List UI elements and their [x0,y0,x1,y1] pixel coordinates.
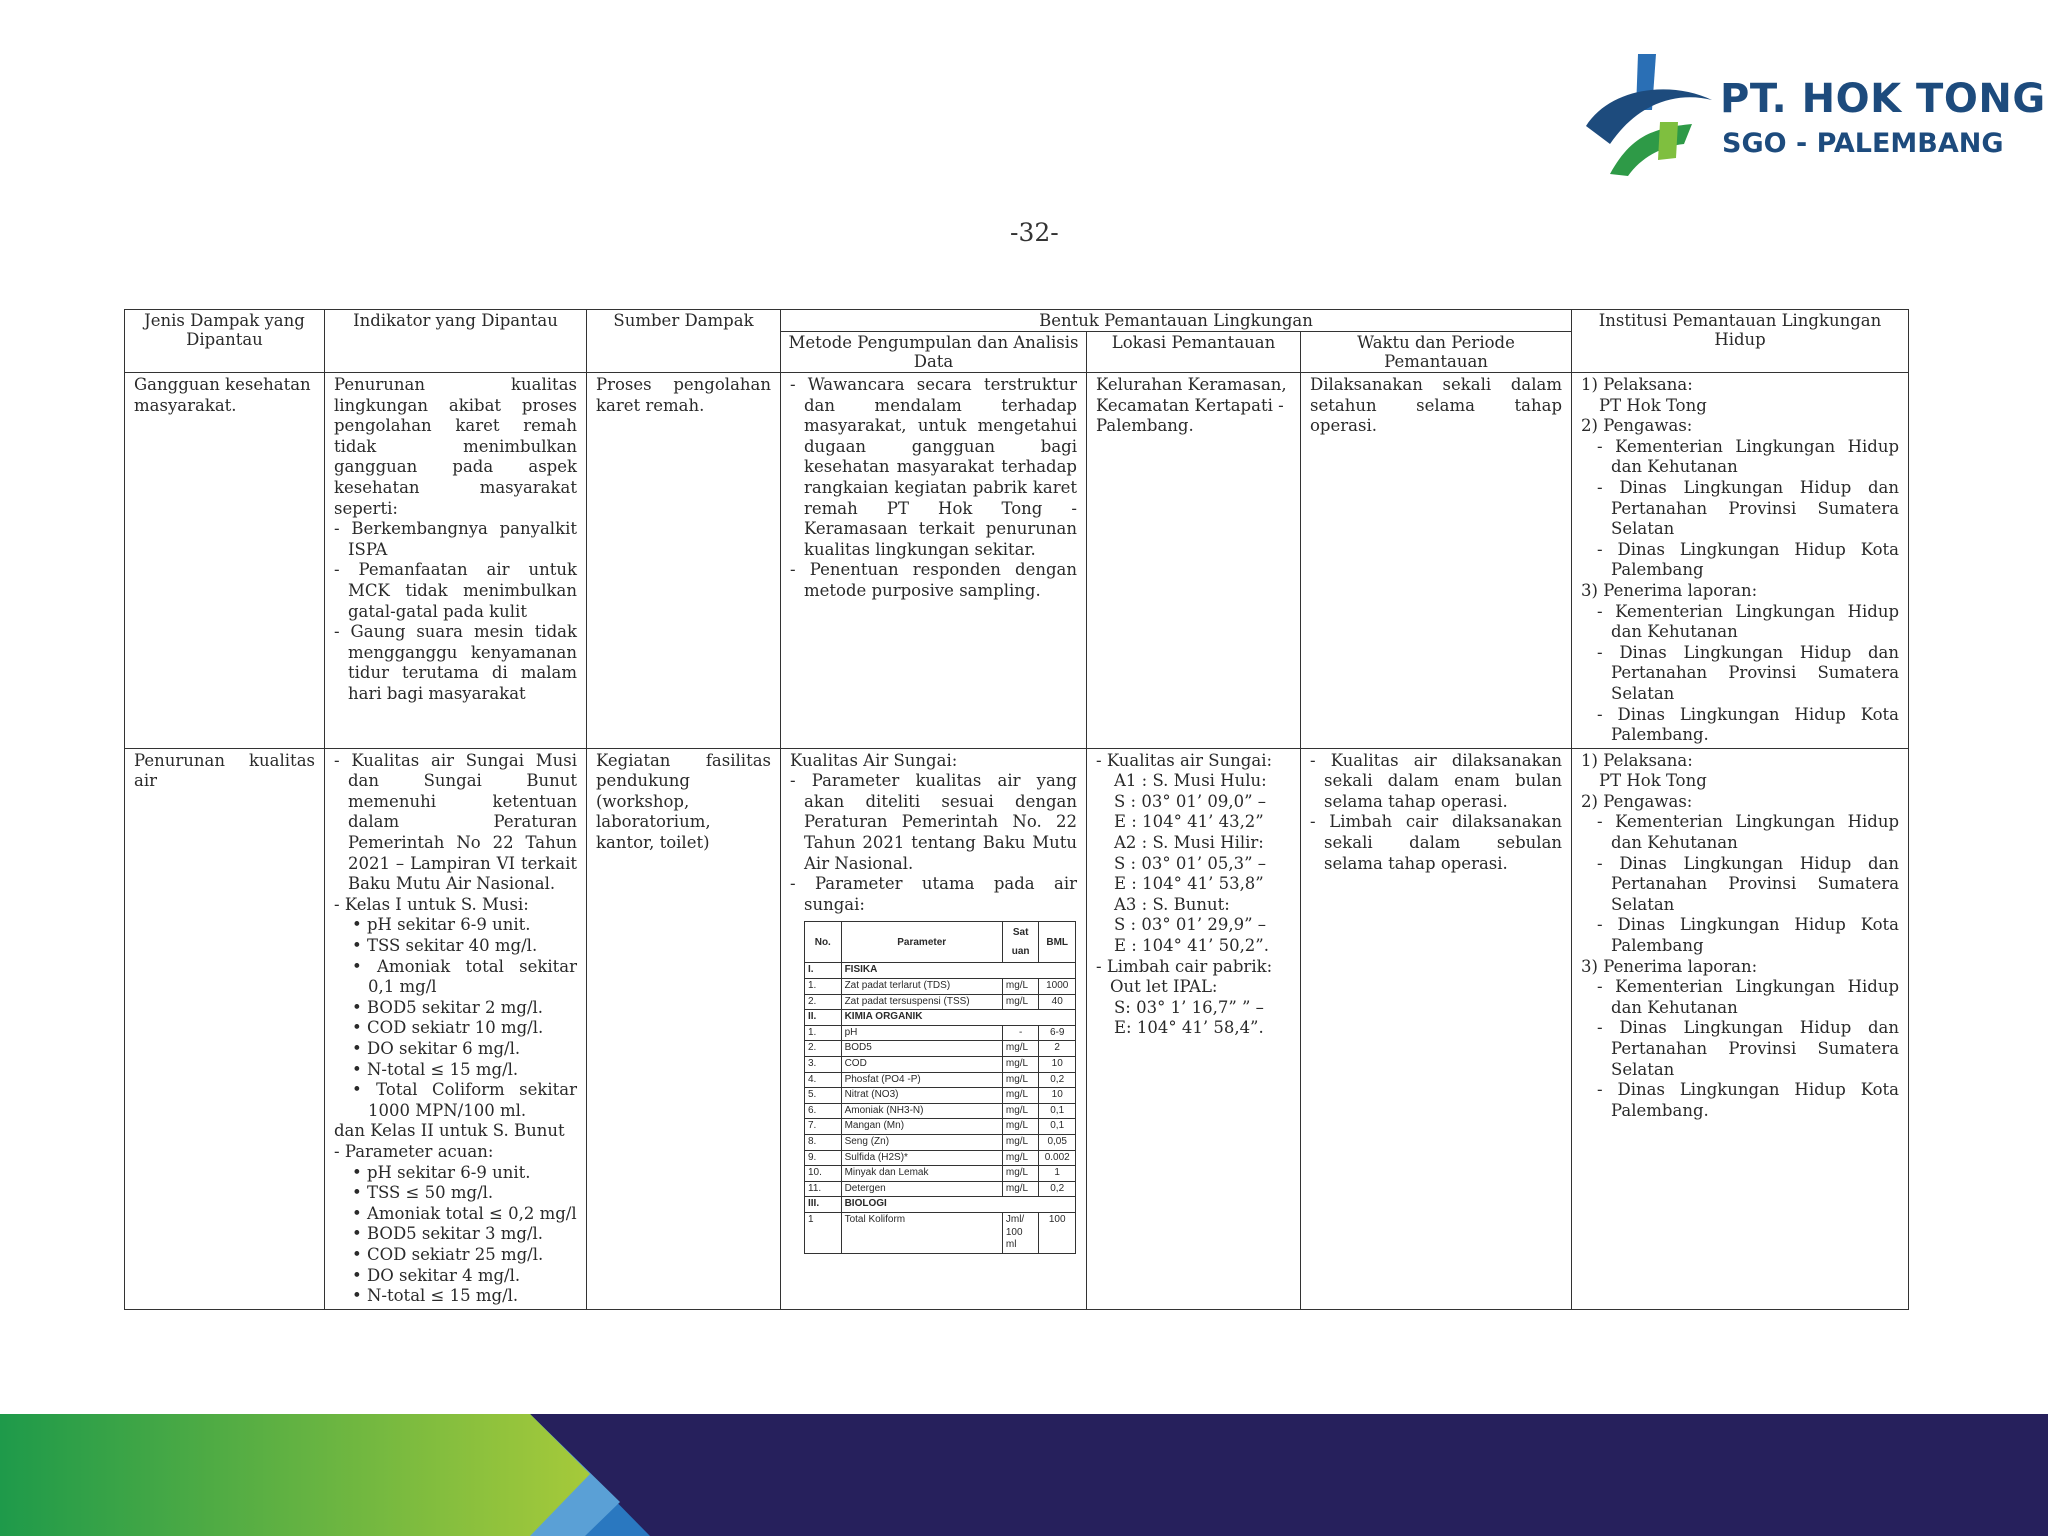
cell-param: BOD5 [841,1041,1002,1057]
monitoring-table [124,309,1909,1310]
cell-sat: mg/L [1002,1166,1039,1182]
pelaksana-label: 1) Pelaksana: [1581,375,1693,394]
lokasi-line: S : 03° 01’ 05,3” – [1114,853,1266,873]
cell-no: 1 [805,1212,842,1253]
table-row [805,1041,1076,1057]
cell-no: 4. [805,1072,842,1088]
list-item: - Dinas Lingkungan Hidup Kota Palembang. [1581,705,1899,746]
list-item: - Gaung suara mesin tidak mengganggu kenyamanan tidur terutama di malam hari bagi masyarakat [334,622,577,704]
param-header-bml: BML [1039,922,1076,963]
cell-param: Zat padat terlarut (TDS) [841,979,1002,995]
list-item: - Kualitas air dilaksanakan sekali dalam enam bulan selama tahap operasi. [1310,751,1562,813]
cell-bml: 10 [1039,1057,1076,1073]
header-row-1 [125,310,1909,332]
row1-lokasi: Kelurahan Keramasan, Kecamatan Kertapati - Palembang. [1087,373,1301,749]
table-row [805,1025,1076,1041]
cell-bml: 0,1 [1039,1103,1076,1119]
list-item: • pH sekitar 6-9 unit. [352,915,577,936]
table-row [125,748,1909,1309]
table-row [805,1166,1076,1182]
cell-bml: 1000 [1039,979,1076,995]
cell-sat: mg/L [1002,1041,1039,1057]
list-item: - Dinas Lingkungan Hidup Kota Palembang [1581,540,1899,581]
cell-param: Seng (Zn) [841,1134,1002,1150]
cell-bml: 0.002 [1039,1150,1076,1166]
lokasi-line: S: 03° 1’ 16,7” ” – [1114,997,1264,1017]
header-institusi: Institusi Pemantauan Lingkungan Hidup [1572,310,1909,373]
table-row [805,1119,1076,1135]
section-no: III. [805,1197,842,1213]
row1-jenis: Gangguan kesehatan masyarakat. [125,373,325,749]
cell-sat: - [1002,1025,1039,1041]
lokasi-line: S : 03° 01’ 09,0” – [1114,791,1266,811]
list-item: • TSS ≤ 50 mg/l. [352,1183,577,1204]
kelas2-line: dan Kelas II untuk S. Bunut [334,1121,565,1141]
cell-param: Detergen [841,1181,1002,1197]
param-header-sat: Sat uan [1002,922,1039,963]
row1-institusi [1572,373,1909,749]
page-number: -32- [1010,218,1059,247]
header-lokasi: Lokasi Pemantauan [1087,332,1301,373]
pengawas-label: 2) Pengawas: [1581,416,1693,436]
table-row [125,373,1909,749]
section-name: BIOLOGI [841,1197,1075,1213]
table-row [805,1212,1076,1253]
cell-no: 11. [805,1181,842,1197]
section-no: II. [805,1010,842,1026]
cell-no: 2. [805,1041,842,1057]
cell-no: 8. [805,1134,842,1150]
table-row [805,1103,1076,1119]
list-item: - Limbah cair dilaksanakan sekali dalam sebulan selama tahap operasi. [1310,812,1562,874]
list-item: • Total Coliform sekitar 1000 MPN/100 ml. [352,1080,577,1121]
row2-jenis: Penurunan kualitas air [125,748,325,1309]
cell-bml: 1 [1039,1166,1076,1182]
list-item: - Limbah cair pabrik: Out let IPAL: [1096,957,1291,998]
cell-bml: 2 [1039,1041,1076,1057]
list-item: - Kualitas air Sungai: [1096,751,1291,772]
table-row [805,1088,1076,1104]
list-item: - Kementerian Lingkungan Hidup dan Kehutanan [1581,977,1899,1018]
row1-metode [781,373,1087,749]
lokasi-line: A3 : S. Bunut: [1114,894,1230,914]
row1-waktu: Dilaksanakan sekali dalam setahun selama tahap operasi. [1301,373,1572,749]
table-row [805,1072,1076,1088]
cell-sat: mg/L [1002,1088,1039,1104]
list-item: • Amoniak total sekitar 0,1 mg/l [352,957,577,998]
list-item: - Pemanfaatan air untuk MCK tidak menimbulkan gatal-gatal pada kulit [334,560,577,622]
list-item: • pH sekitar 6-9 unit. [352,1163,577,1184]
cell-bml: 6-9 [1039,1025,1076,1041]
table-row [805,994,1076,1010]
list-item: • BOD5 sekitar 2 mg/l. [352,998,577,1019]
cell-no: 3. [805,1057,842,1073]
row2-sumber: Kegiatan fasilitas pendukung (workshop, laboratorium, kantor, toilet) [587,748,781,1309]
cell-param: COD [841,1057,1002,1073]
cell-bml: 10 [1039,1088,1076,1104]
list-item: • N-total ≤ 15 mg/l. [352,1060,577,1081]
cell-bml: 0,1 [1039,1119,1076,1135]
list-item: - Berkembangnya panyalkit ISPA [334,519,577,560]
list-item: • COD sekiatr 25 mg/l. [352,1245,577,1266]
company-logo [1580,48,2046,178]
cell-param: Total Koliform [841,1212,1002,1253]
table-row [805,963,1076,979]
list-item: - Parameter kualitas air yang akan diteliti sesuai dengan Peraturan Pemerintah No. 22 Tahun 2021 tentang Baku Mutu Air Nasional. [790,771,1077,874]
cell-no: 7. [805,1119,842,1135]
table-row [805,1181,1076,1197]
list-item: - Dinas Lingkungan Hidup dan Pertanahan Provinsi Sumatera Selatan [1581,1018,1899,1080]
param-header-no: No. [805,922,842,963]
header-bentuk: Bentuk Pemantauan Lingkungan [781,310,1572,332]
lokasi-line: E: 104° 41’ 58,4”. [1114,1018,1264,1038]
row2-waktu [1301,748,1572,1309]
table-row [805,1150,1076,1166]
list-item: • TSS sekitar 40 mg/l. [352,936,577,957]
metode-title: Kualitas Air Sungai: [790,750,958,770]
footer-green-gradient [0,1414,590,1536]
table-row [805,979,1076,995]
cell-no: 6. [805,1103,842,1119]
list-item: - Kementerian Lingkungan Hidup dan Kehutanan [1581,812,1899,853]
cell-no: 9. [805,1150,842,1166]
table-row [805,1197,1076,1213]
logo-company-name: PT. HOK TONG [1720,76,2046,122]
list-item: - Penentuan responden dengan metode purposive sampling. [790,560,1077,601]
row1-indikator-intro: Penurunan kualitas lingkungan akibat proses pengolahan karet remah tidak menimbulkan gangguan pada aspek kesehatan masyarakat seperti: [334,375,577,518]
list-item: - Dinas Lingkungan Hidup dan Pertanahan Provinsi Sumatera Selatan [1581,854,1899,916]
list-item: - Kementerian Lingkungan Hidup dan Kehutanan [1581,437,1899,478]
cell-param: Sulfida (H2S)* [841,1150,1002,1166]
cell-no: 1. [805,1025,842,1041]
list-item: • N-total ≤ 15 mg/l. [352,1286,577,1307]
cell-sat: mg/L [1002,1134,1039,1150]
cell-no: 1. [805,979,842,995]
cell-no: 5. [805,1088,842,1104]
list-item: - Kualitas air Sungai Musi dan Sungai Bunut memenuhi ketentuan dalam Peraturan Pemerintah No 22 Tahun 2021 – Lampiran VI terkait Baku Mutu Air Nasional. [334,751,577,895]
cell-bml: 0,05 [1039,1134,1076,1150]
pelaksana-value: PT Hok Tong [1599,771,1707,791]
lokasi-line: E : 104° 41’ 43,2” [1114,812,1264,832]
lokasi-line: A2 : S. Musi Hilir: [1114,833,1264,853]
section-name: KIMIA ORGANIK [841,1010,1075,1026]
cell-bml: 0,2 [1039,1181,1076,1197]
cell-no: 10. [805,1166,842,1182]
cell-param: Minyak dan Lemak [841,1166,1002,1182]
cell-sat: Jml/ 100 ml [1002,1212,1039,1253]
lokasi-line: E : 104° 41’ 50,2”. [1114,936,1269,956]
cell-sat: mg/L [1002,1150,1039,1166]
cell-bml: 40 [1039,994,1076,1010]
list-item: • BOD5 sekitar 3 mg/l. [352,1224,577,1245]
cell-param: Amoniak (NH3-N) [841,1103,1002,1119]
cell-sat: mg/L [1002,994,1039,1010]
lokasi-line: E : 104° 41’ 53,8” [1114,874,1264,894]
list-item: • Amoniak total ≤ 0,2 mg/l [352,1204,577,1225]
cell-sat: mg/L [1002,1072,1039,1088]
cell-no: 2. [805,994,842,1010]
list-item: - Dinas Lingkungan Hidup Kota Palembang [1581,915,1899,956]
cell-sat: mg/L [1002,1103,1039,1119]
cell-sat: mg/L [1002,1057,1039,1073]
list-item: - Dinas Lingkungan Hidup dan Pertanahan Provinsi Sumatera Selatan [1581,478,1899,540]
row2-metode [781,748,1087,1309]
list-item: • DO sekitar 6 mg/l. [352,1039,577,1060]
header-indikator: Indikator yang Dipantau [325,310,587,373]
list-item: - Dinas Lingkungan Hidup Kota Palembang. [1581,1080,1899,1121]
cell-param: Zat padat tersuspensi (TSS) [841,994,1002,1010]
row2-indikator [325,748,587,1309]
list-item: • DO sekitar 4 mg/l. [352,1266,577,1287]
cell-param: Nitrat (NO3) [841,1088,1002,1104]
table-row [805,1057,1076,1073]
table-row [805,1134,1076,1150]
pengawas-label: 2) Pengawas: [1581,791,1693,811]
list-item: - Dinas Lingkungan Hidup dan Pertanahan Provinsi Sumatera Selatan [1581,643,1899,705]
cell-param: Mangan (Mn) [841,1119,1002,1135]
pelaksana-value: PT Hok Tong [1599,395,1707,415]
row2-institusi [1572,748,1909,1309]
row1-indikator [325,373,587,749]
cell-bml: 0,2 [1039,1072,1076,1088]
cell-bml: 100 [1039,1212,1076,1253]
footer-band [0,1414,2048,1536]
header-sumber: Sumber Dampak [587,310,781,373]
list-item: • COD sekiatr 10 mg/l. [352,1018,577,1039]
penerima-label: 3) Penerima laporan: [1581,956,1758,976]
list-item: - Parameter acuan: [334,1142,577,1163]
header-metode: Metode Pengumpulan dan Analisis Data [781,332,1087,373]
row1-sumber: Proses pengolahan karet remah. [587,373,781,749]
header-waktu: Waktu dan Periode Pemantauan [1301,332,1572,373]
penerima-label: 3) Penerima laporan: [1581,580,1758,600]
list-item: - Kementerian Lingkungan Hidup dan Kehutanan [1581,602,1899,643]
cell-param: pH [841,1025,1002,1041]
lokasi-line: A1 : S. Musi Hulu: [1114,771,1267,791]
row2-lokasi [1087,748,1301,1309]
header-jenis: Jenis Dampak yang Dipantau [125,310,325,373]
cell-sat: mg/L [1002,1119,1039,1135]
hok-tong-logo-icon [1580,48,1715,178]
lokasi-line: S : 03° 01’ 29,9” – [1114,915,1266,935]
section-no: I. [805,963,842,979]
list-item: - Kelas I untuk S. Musi: [334,895,577,916]
param-header-name: Parameter [841,922,1002,963]
list-item: - Wawancara secara terstruktur dan mendalam terhadap masyarakat, untuk mengetahui dugaan gangguan bagi kesehatan masyarakat terhadap rangkaian kegiatan pabrik karet remah PT Hok Tong - Keramasaan terkait penurunan kualitas lingkungan sekitar. [790,375,1077,560]
table-row [805,1010,1076,1026]
parameter-table [804,921,1076,1253]
pelaksana-label: 1) Pelaksana: [1581,750,1693,770]
cell-param: Phosfat (PO4 -P) [841,1072,1002,1088]
section-name: FISIKA [841,963,1075,979]
cell-sat: mg/L [1002,1181,1039,1197]
logo-location: SGO - PALEMBANG [1722,128,2004,159]
cell-sat: mg/L [1002,979,1039,995]
list-item: - Parameter utama pada air sungai: [790,874,1077,915]
